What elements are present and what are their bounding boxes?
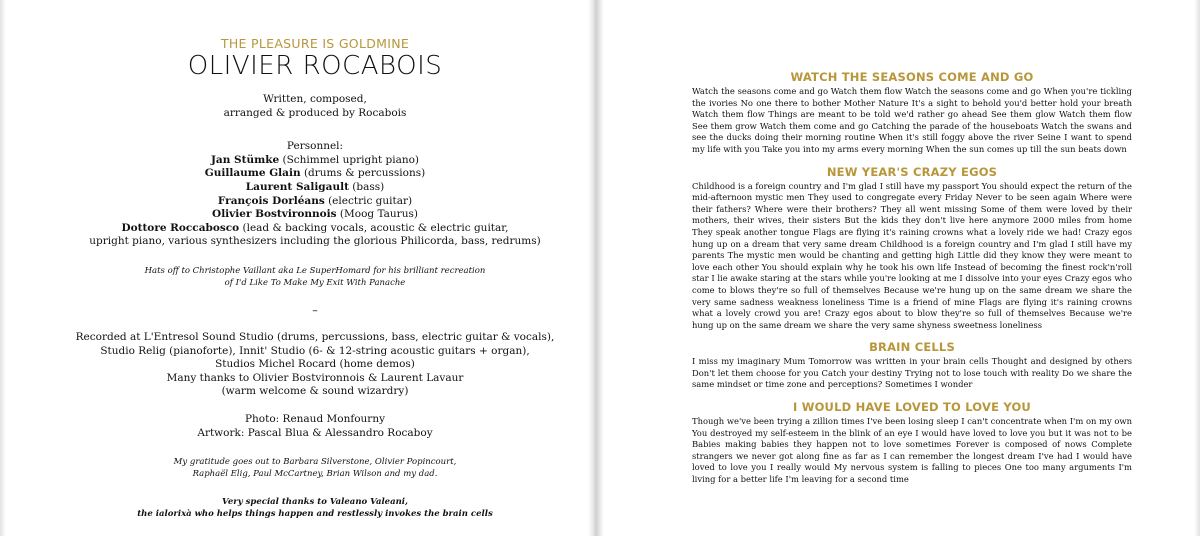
personnel-name: Dottore Roccabosco — [121, 221, 240, 234]
special-thanks — [20, 496, 610, 520]
recorded-line: Recorded at L'Entresol Sound Studio (drums, percussions, bass, electric guitar & vocals), — [75, 330, 555, 343]
song-title: BRAIN CELLS — [869, 340, 955, 355]
photo-artwork-credits — [20, 413, 610, 440]
personnel-entry — [20, 181, 610, 195]
personnel-name: Olivier Bostvironnois — [212, 208, 337, 221]
personnel-entry — [20, 195, 610, 209]
separator-dash: – — [312, 303, 318, 317]
song-lyrics: Watch the seasons come and go Watch them flow Watch the seasons come and go When you're tickling the ivories No one there to bother Mother Nature It's a sight to behold you'd better hold your breath Watch them flow Things are meant to be told we'd rather go ahead See them glow Watch them flow See them grow Watch them come and go Catching the parade of the houseboats Watch the swans and see the ducks doing their morning routine When it's still foggy above the river Seine I want to spend my life with you Take you into my arms every morning When the sun comes up till the sun beats down — [692, 86, 1132, 154]
written-line: Written, composed, — [263, 93, 367, 105]
page-edge-shadow — [0, 0, 6, 536]
gratitude-line: Raphaël Elig, Paul McCartney, Brian Wilson and my dad. — [192, 469, 438, 480]
song-title: WATCH THE SEASONS COME AND GO — [790, 70, 1034, 84]
recorded-line: Studio Relig (pianoforte), Innit' Studio (6- & 12-string acoustic guitars + organ), — [100, 344, 530, 357]
personnel-role: (electric guitar) — [324, 194, 413, 207]
recording-info — [20, 331, 610, 399]
song-lyrics: I miss my imaginary Mum Tomorrow was written in your brain cells Thought and designed by others Don't let them choose for you Catch your destiny Trying not to lose touch with reality Do we share the same mindset or time zone and perceptions? Sometimes I wonder — [692, 356, 1132, 390]
song-title: I WOULD HAVE LOVED TO LOVE YOU — [793, 400, 1031, 415]
personnel-entry — [20, 167, 610, 181]
written-by — [20, 93, 610, 120]
album-tagline: THE PLEASURE IS GOLDMINE — [220, 36, 410, 51]
gratitude-line: My gratitude goes out to Barbara Silverstone, Olivier Popincourt, — [173, 457, 457, 468]
song-lyrics: Though we've been trying a zillion times I've been losing sleep I can't concentrate when I'm on my own You destroyed my self-esteem in the blink of an eye I would have loved to love you but it was not to be Babies making babies they happen not to love sometimes Forever is composed of nows Complete strangers we never got along fine as far as I can remember the longest dream I've had I would have loved to love you I really would My nervous system is falling to pieces One too many arguments I'm living for a better life I'm leaving for a second time — [692, 416, 1132, 485]
written-line: arranged & produced by Rocabois — [223, 106, 407, 119]
personnel-list — [20, 140, 610, 249]
lyrics-section — [692, 70, 1132, 495]
recorded-line: Many thanks to Olivier Bostvironnois & Laurent Lavaur — [166, 371, 464, 384]
recorded-line: Studios Michel Rocard (home demos) — [215, 358, 415, 371]
personnel-role: (Schimmel upright piano) — [279, 153, 420, 166]
personnel-entry — [20, 208, 610, 222]
personnel-name: Laurent Saligault — [245, 180, 349, 193]
special-thanks-line: Very special thanks to Valeano Valeani, — [222, 497, 408, 508]
personnel-name: Jan Stümke — [210, 153, 280, 166]
artwork-credit: Artwork: Pascal Blua & Alessandro Rocaboy — [197, 426, 433, 439]
special-thanks-line: the ialorixà who helps things happen and restlessly invokes the brain cells — [137, 509, 493, 520]
song-title: NEW YEAR'S CRAZY EGOS — [826, 164, 998, 179]
personnel-role: (bass) — [348, 180, 385, 193]
hats-off-line: Hats off to Christophe Vaillant aka Le SuperHomard for his brilliant recreation — [144, 265, 486, 276]
page-edge-shadow — [1194, 0, 1200, 536]
personnel-continuation: upright piano, various synthesizers including the glorious Philicorda, bass, redrums) — [89, 235, 541, 248]
personnel-entry — [20, 154, 610, 168]
gratitude-note — [20, 456, 610, 480]
hats-off-line: of I'd Like To Make My Exit With Panache — [224, 277, 406, 288]
personnel-role: (lead & backing vocals, acoustic & electric guitar, — [239, 221, 509, 234]
photo-credit: Photo: Renaud Monfourny — [244, 412, 386, 425]
song-lyrics: Childhood is a foreign country and I'm glad I still have my passport You should expect the return of the mid-afternoon mystic men They used to congregate every Friday Never to be seen again Where were their fathers? Where were their brothers? They all went missing Some of them were loved by their mothers, their wives, their sisters But the kids they don't live here anymore 2000 miles from home They speak another tongue Flags are flying it's raining crowns what a lovely ride we had! Crazy egos hung up on a dream that very same dream Childhood is a foreign country and I'm glad I still have my parents The mystic men would be chanting and getting high Little did they know they were meant to love each other You should explain why he took his own life Instead of becoming the finest rock'n'roll star I lie awake staring at the stars while you're looking at me I dissolve into your eyes Crazy egos who come to blows they're so full of themselves Because we're hung up on the same dream we share the very same sadness weakness loneliness Time is a friend of mine Flags are flying it's raining crowns what a lovely crowd you are! Crazy egos about to blow they're so full of themselves Because we're hung up on the same dream we share the very same shyness sweetness loneliness — [692, 180, 1132, 330]
personnel-name: Guillaume Glain — [204, 167, 301, 180]
personnel-role: (Moog Taurus) — [336, 208, 418, 221]
credits-section — [20, 36, 610, 520]
personnel-name: François Dorléans — [217, 194, 325, 207]
personnel-role: (drums & percussions) — [300, 167, 426, 180]
artist-name: OLIVIER ROCABOIS — [187, 51, 443, 81]
personnel-entry — [20, 222, 610, 236]
hats-off-note — [20, 265, 610, 289]
personnel-heading: Personnel: — [286, 140, 344, 153]
recorded-line: (warm welcome & sound wizardry) — [221, 385, 409, 398]
